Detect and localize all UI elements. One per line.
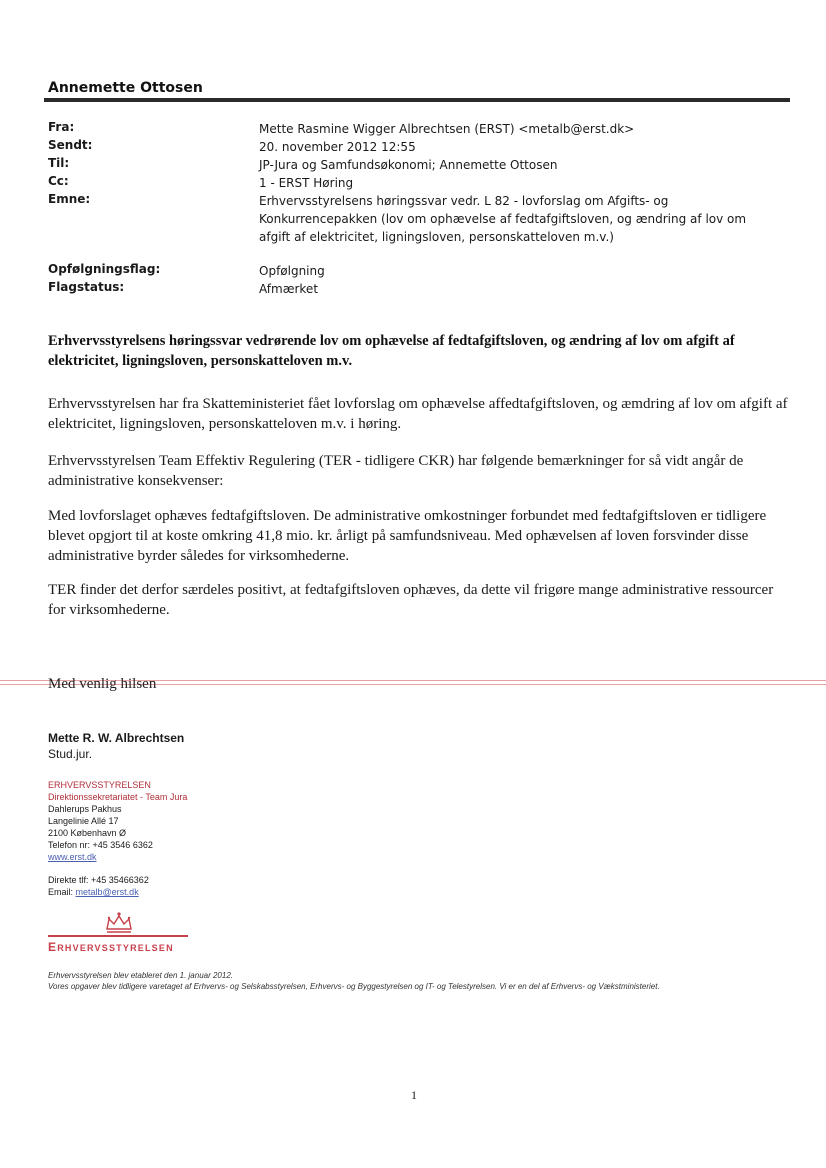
signature-email-link[interactable]: metalb@erst.dk [75, 887, 139, 897]
subject-heading: Erhvervsstyrelsens høringssvar vedrørende lov om ophævelse af fedtafgiftsloven, og ændring af lov om afgift af elektricitet, ligningsloven, personskatteloven m.v. [48, 333, 735, 369]
header-rule [44, 98, 790, 102]
meta-to-value: JP-Jura og Samfundsøkonomi; Annemette Ottosen [259, 158, 558, 172]
logo-rest: RHVERVSSTYRELSEN [57, 943, 174, 953]
page-number: 1 [411, 1088, 417, 1102]
signature-website-link[interactable]: www.erst.dk [48, 852, 97, 862]
logo-rule [48, 935, 188, 937]
signature-direct-phone: Direkte tlf: +45 35466362 [48, 875, 149, 885]
meta-subject-value: Erhvervsstyrelsens høringssvar vedr. L 82 - lovforslag om Afgifts- og Konkurrencepakken (lov om ophævelse af fedtafgiftsloven, og ændring af lov om afgift af elektricitet, ligningsloven, personskatteloven m.v.) [259, 194, 747, 244]
signature-address-line: Dahlerups Pakhus [48, 804, 122, 814]
footnote [48, 970, 798, 992]
closing-greeting: Med venlig hilsen [48, 676, 157, 692]
meta-cc-label: Cc: [48, 174, 69, 188]
signature-email-label: Email: [48, 887, 74, 897]
meta-to-label: Til: [48, 156, 70, 170]
meta-followup-flag-value: Opfølgning [259, 264, 325, 278]
signature-title: Stud.jur. [48, 747, 93, 761]
meta-cc-value: 1 - ERST Høring [259, 176, 354, 190]
signature-email-row [48, 886, 139, 898]
footnote-line: Vores opgaver blev tidligere varetaget af Erhvervs- og Selskabsstyrelsen, Erhvervs- og Byggestyrelsen og IT- og Telestyrelsen. Vi er en del af Erhvervs- og Vækstministeriet. [48, 982, 660, 991]
logo-initial: E [48, 940, 58, 954]
meta-from-label: Fra: [48, 120, 75, 134]
meta-from-value: Mette Rasmine Wigger Albrechtsen (ERST) <metalb@erst.dk> [259, 122, 635, 136]
organization-logo-text [48, 940, 174, 954]
body-paragraph: Erhvervsstyrelsen Team Effektiv Regulering (TER - tidligere CKR) har følgende bemærkninger for så vidt angår de administrative konsekvenser: [48, 453, 744, 489]
sender-name: Annemette Ottosen [48, 80, 203, 96]
meta-flag-status-value: Afmærket [259, 282, 319, 296]
meta-subject-label: Emne: [48, 192, 91, 206]
signature-department: Direktionssekretariatet - Team Jura [48, 792, 188, 802]
body-paragraph: TER finder det derfor særdeles positivt, at fedtafgiftsloven ophæves, da dette vil frigøre mange administrative ressourcer for virksomhederne. [48, 582, 774, 618]
signature-name: Mette R. W. Albrechtsen [48, 731, 185, 745]
meta-sent-label: Sendt: [48, 138, 93, 152]
meta-followup-flag-label: Opfølgningsflag: [48, 262, 161, 276]
crown-logo-icon [103, 911, 135, 935]
meta-flag-status-label: Flagstatus: [48, 280, 125, 294]
footnote-line: Erhvervsstyrelsen blev etableret den 1. januar 2012. [48, 971, 233, 980]
signature-phone: Telefon nr: +45 3546 6362 [48, 840, 153, 850]
body-paragraph: Med lovforslaget ophæves fedtafgiftsloven. De administrative omkostninger forbundet med fedtafgiftsloven er tidligere blevet opgjort til at koste omkring 41,8 mio. kr. årligt på samfundsniveau. Med ophævelsen af loven forsvinder disse administrative byrder således for virksomhederne. [48, 508, 767, 564]
signature-address-line: Langelinie Allé 17 [48, 816, 119, 826]
signature-org: ERHVERVSSTYRELSEN [48, 780, 151, 790]
body-paragraph: Erhvervsstyrelsen har fra Skatteministeriet fået lovforslag om ophævelse affedtafgiftsloven, og æmdring af lov om afgift af elektricitet, ligningsloven, personskatteloven m.v. i høring. [48, 396, 788, 432]
signature-address-line: 2100 København Ø [48, 828, 127, 838]
meta-sent-value: 20. november 2012 12:55 [259, 140, 416, 154]
